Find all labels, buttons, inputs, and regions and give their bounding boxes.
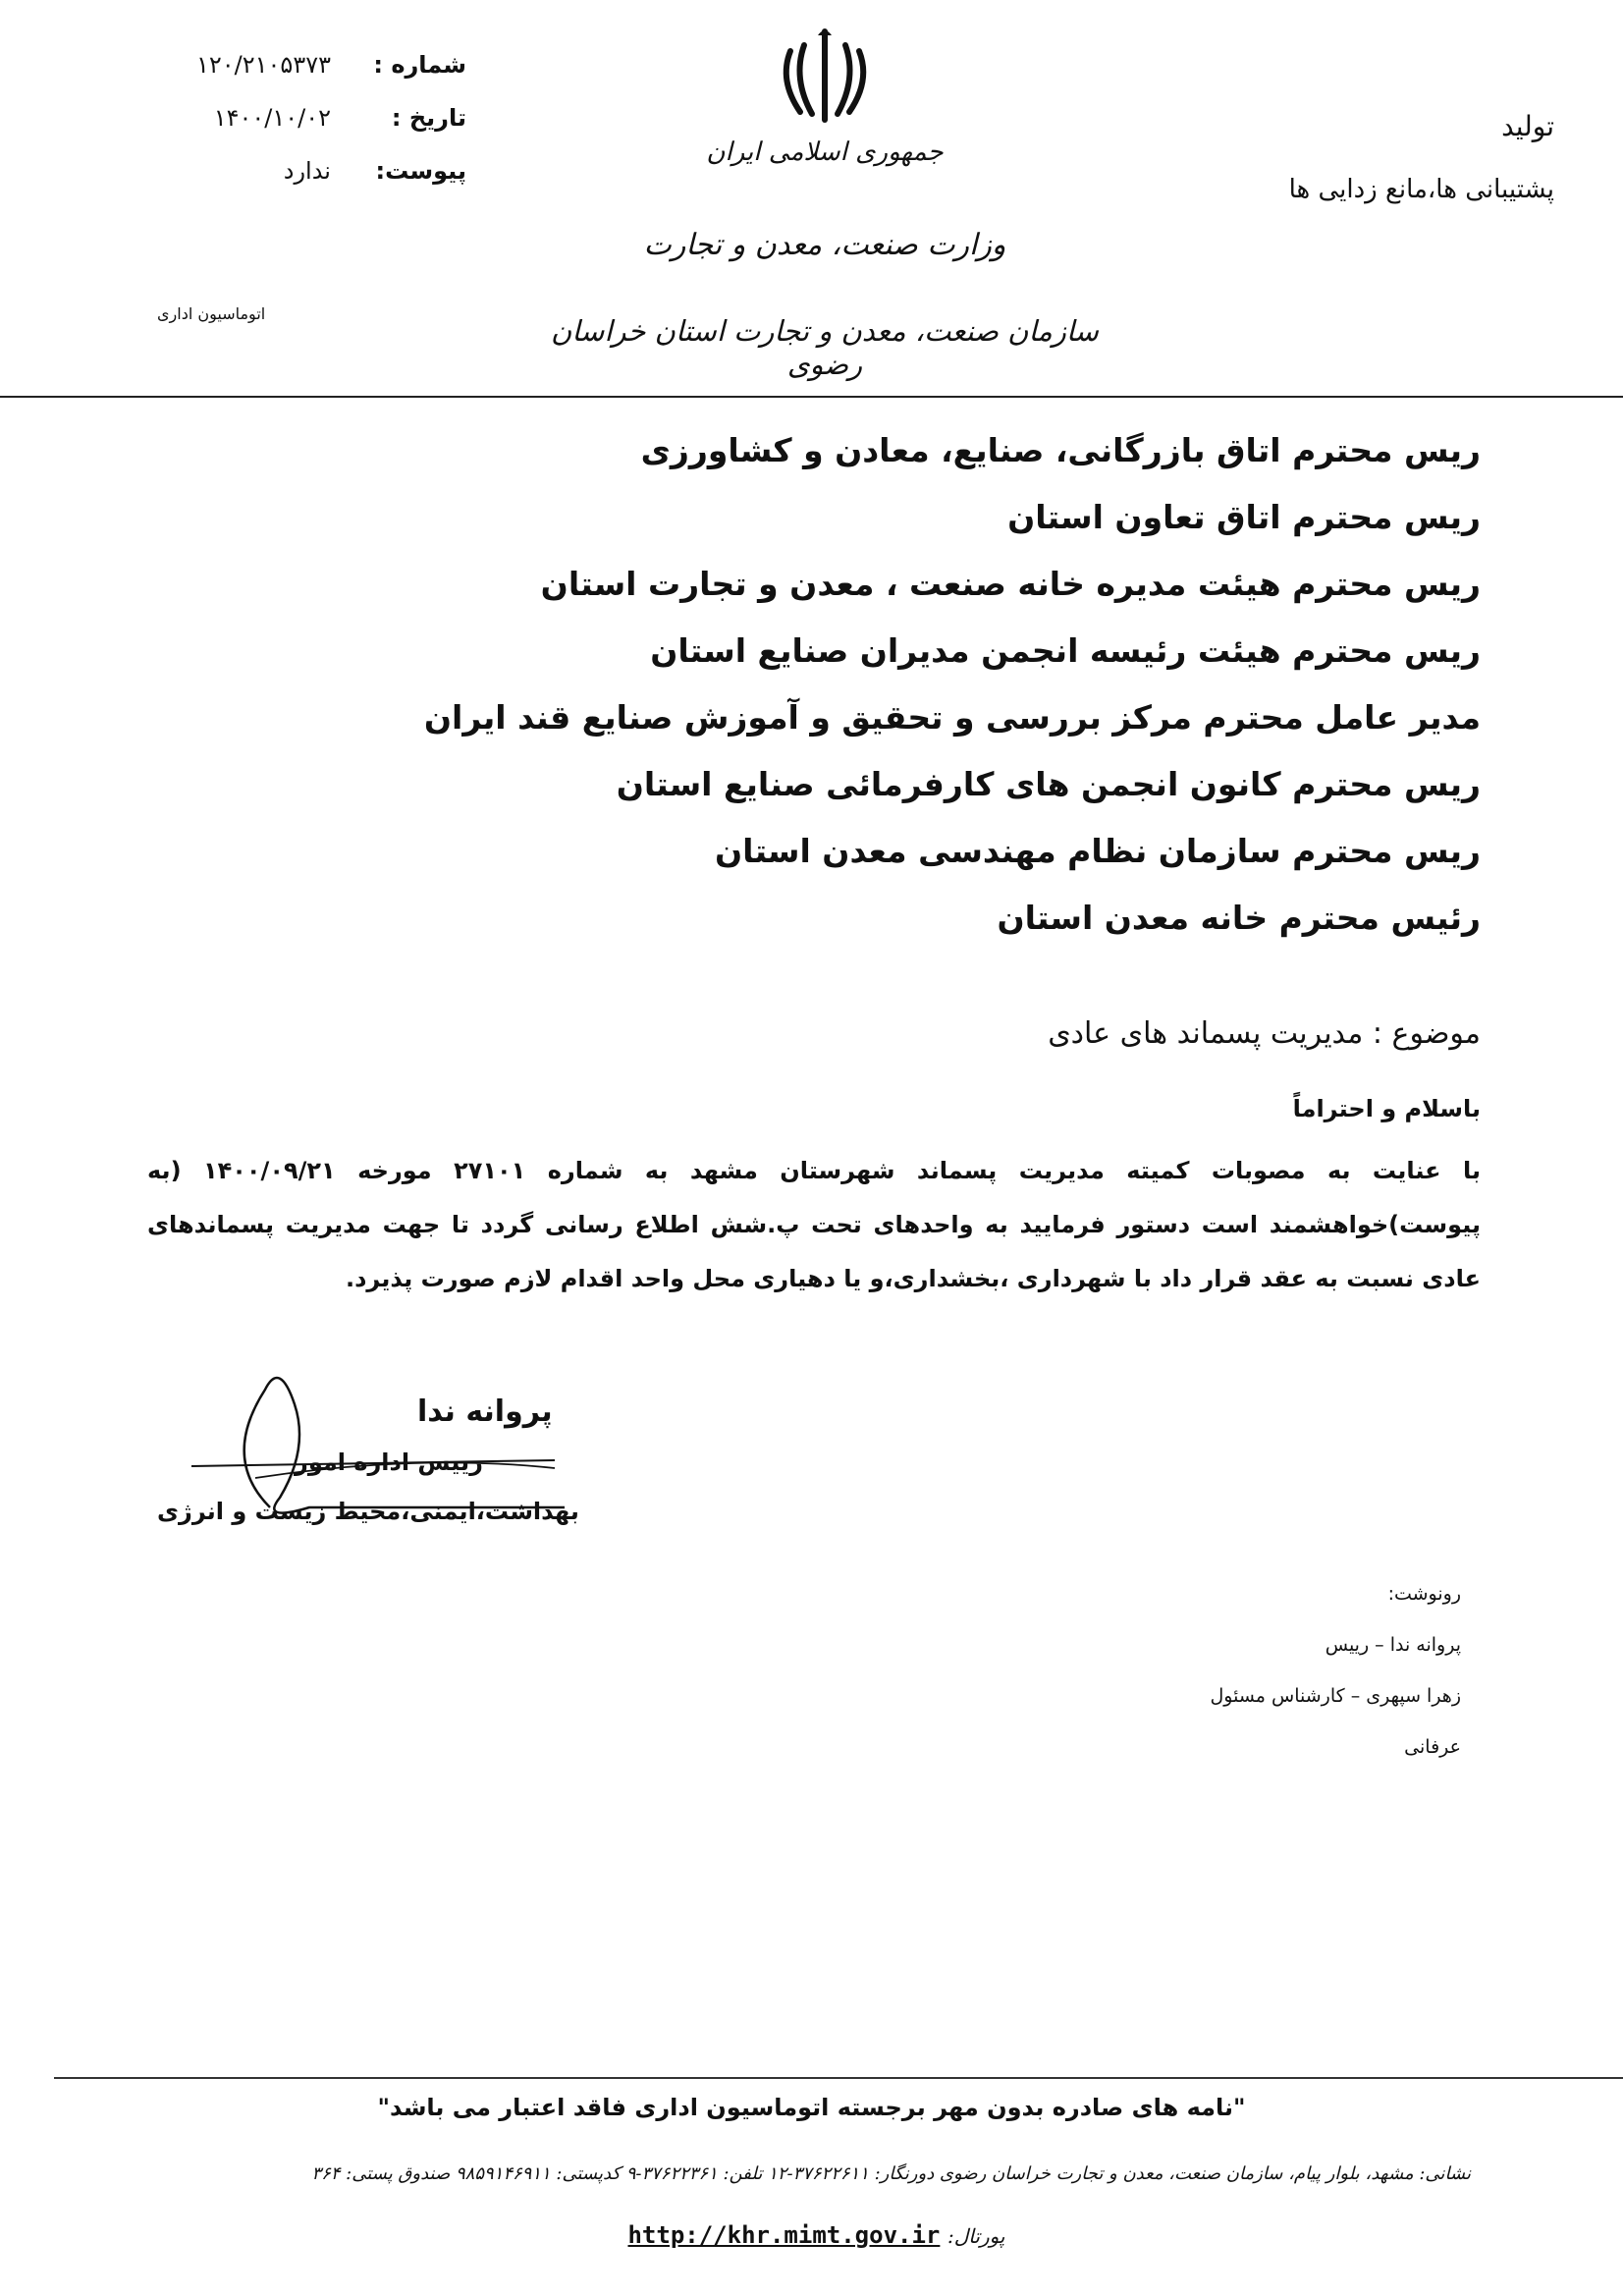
copies-label: رونوشت: [1387, 1583, 1461, 1605]
signer-name: پروانه ندا [417, 1394, 553, 1429]
copy-recipient: پروانه ندا – رییس [1325, 1634, 1461, 1656]
recipient-line: ریس محترم هیئت رئیسه انجمن مدیران صنایع استان [650, 631, 1481, 670]
recipient-line: ریس محترم اتاق تعاون استان [1007, 498, 1481, 536]
body-paragraph: با عنایت به مصوبات کمیته مدیریت پسماند شهرستان مشهد به شماره ۲۷۱۰۱ مورخه ۱۴۰۰/۰۹/۲۱ (به پیوست)خواهشمند است دستور فرمایید به واحدهای تحت پ.شش اطلاع رسانی گردد تا جهت مدیریت پسماندهای عادی نسبت به عقد قرار داد با شهرداری ،بخشداری،و یا دهیاری محل واحد اقدام لازم صورت پذیرد. [147, 1157, 1481, 1292]
letter-attachment-label: پیوست: [375, 157, 466, 185]
letter-meta [113, 51, 466, 210]
letter-body [147, 1095, 1481, 1306]
footer-address: نشانی: مشهد، بلوار پیام، سازمان صنعت، معدن و تجارت خراسان رضوی دورنگار: ۳۷۶۲۲۶۱۱-۱۲ تلفن: ۳۷۶۲۲۳۶۱-۹ کدپستی: ۹۸۵۹۱۴۶۹۱۱ صندوق پستی: ۳۶۴ [311, 2163, 1471, 2184]
department-name: تولید [1501, 110, 1554, 142]
letter-date-label: تاریخ : [391, 104, 466, 132]
ministry-name: وزارت صنعت، معدن و تجارت [643, 228, 1006, 262]
recipient-line: ریس محترم کانون انجمن های کارفرمائی صنایع استان [616, 765, 1481, 803]
recipient-line: رئیس محترم خانه معدن استان [997, 899, 1481, 937]
letter-attachment-row [113, 157, 466, 185]
subject-text: مدیریت پسماند های عادی [1048, 1016, 1364, 1051]
letter-number-label: شماره : [373, 51, 466, 79]
recipients-list [302, 417, 1481, 952]
letter-date-value: ۱۴۰۰/۱۰/۰۲ [213, 104, 331, 132]
footer-divider [54, 2077, 1623, 2079]
header-divider [0, 396, 1623, 398]
website-label: پورتال: [947, 2224, 1005, 2248]
footer-validity-note: "نامه های صادره بدون مهر برجسته اتوماسیون اداری فاقد اعتبار می باشد" [377, 2094, 1246, 2121]
organization-name: سازمان صنعت، معدن و تجارت استان خراسان رضوی [551, 314, 1099, 381]
letter-attachment-value: ندارد [283, 157, 331, 185]
letter-date-row [113, 104, 466, 132]
signer-title-line1: رییس اداره امور [295, 1449, 483, 1476]
subdepartment-name: پشتیبانی ها،مانع زدایی ها [1288, 175, 1554, 204]
letter-number-row [113, 51, 466, 79]
subject-line [1048, 1016, 1481, 1051]
copies-block [1049, 1583, 1461, 1787]
subject-label: موضوع : [1372, 1016, 1481, 1051]
recipient-line: ریس محترم اتاق بازرگانی، صنایع، معادن و کشاورزی [640, 431, 1481, 469]
recipient-line: مدیر عامل محترم مرکز بررسی و تحقیق و آموزش صنایع قند ایران [423, 698, 1481, 737]
iran-emblem-icon [771, 22, 879, 130]
salutation: باسلام و احتراماً [1292, 1095, 1481, 1122]
website-link[interactable]: http://khr.mimt.gov.ir [627, 2221, 941, 2249]
copy-recipient: عرفانی [1404, 1736, 1461, 1758]
recipient-line: ریس محترم سازمان نظام مهندسی معدن استان [715, 832, 1481, 870]
copy-recipient: زهرا سپهری – کارشناس مسئول [1210, 1685, 1461, 1707]
recipient-line: ریس محترم هیئت مدیره خانه صنعت ، معدن و تجارت استان [540, 565, 1481, 603]
footer-website [0, 2221, 1623, 2249]
signer-title-line2: بهداشت،ایمنی،محیط زیست و انرژی [157, 1498, 579, 1525]
automation-note: اتوماسیون اداری [157, 304, 266, 323]
country-name: جمهوری اسلامی ایران [706, 137, 944, 167]
letter-number-value: ۱۲۰/۲۱۰۵۳۷۳ [196, 51, 331, 79]
